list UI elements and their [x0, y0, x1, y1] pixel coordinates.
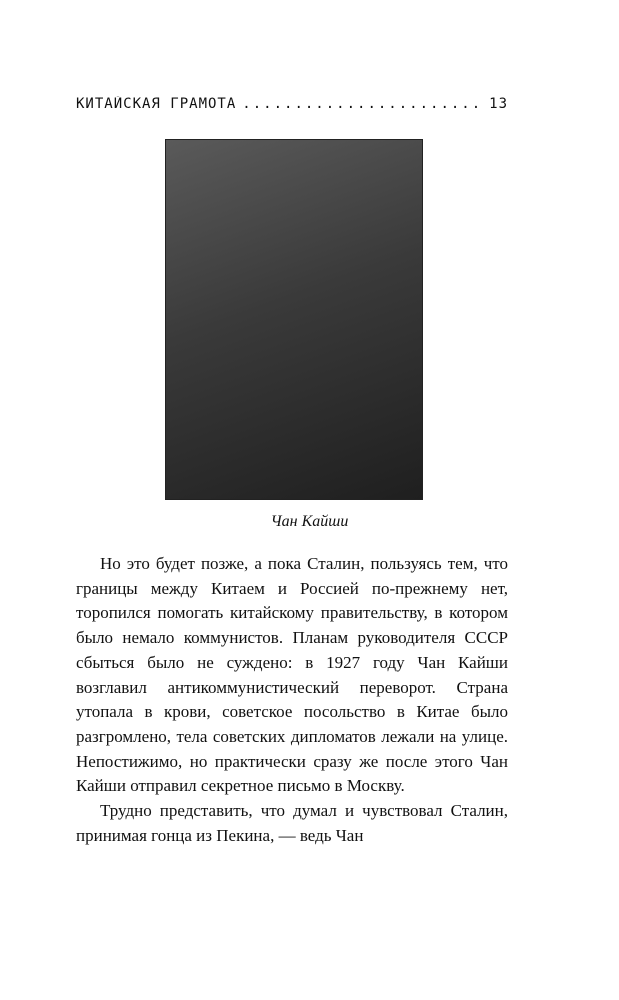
paragraph: Но это будет позже, а пока Сталин, пользуясь тем, что границы между Китаем и Россией по-прежнему нет, торопился помогать китайскому правительству, в котором было немало коммунистов. Планам руководителя СССР сбыться было не суждено: в 1927 году Чан Кайши возглавил антикоммунистический переворот. Страна утопала в крови, советское посольство в Китае было разгромлено, тела советских дипломатов лежали на улице. Непостижимо, но практически сразу же после этого Чан Кайши отправил секретное письмо в Москву.: [76, 554, 508, 796]
photo: [165, 139, 423, 500]
running-header-title: КИТАЙСКАЯ ГРАМОТА: [76, 96, 237, 112]
body-text: [76, 552, 508, 848]
photo-caption: Чан Кайши: [270, 513, 349, 530]
running-header-dot-leader: [242, 96, 483, 112]
paragraph: Трудно представить, что думал и чувствовал Сталин, принимая гонца из Пекина, — ведь Чан: [76, 801, 508, 845]
page-number: 13: [489, 96, 508, 112]
running-header: [76, 96, 508, 112]
